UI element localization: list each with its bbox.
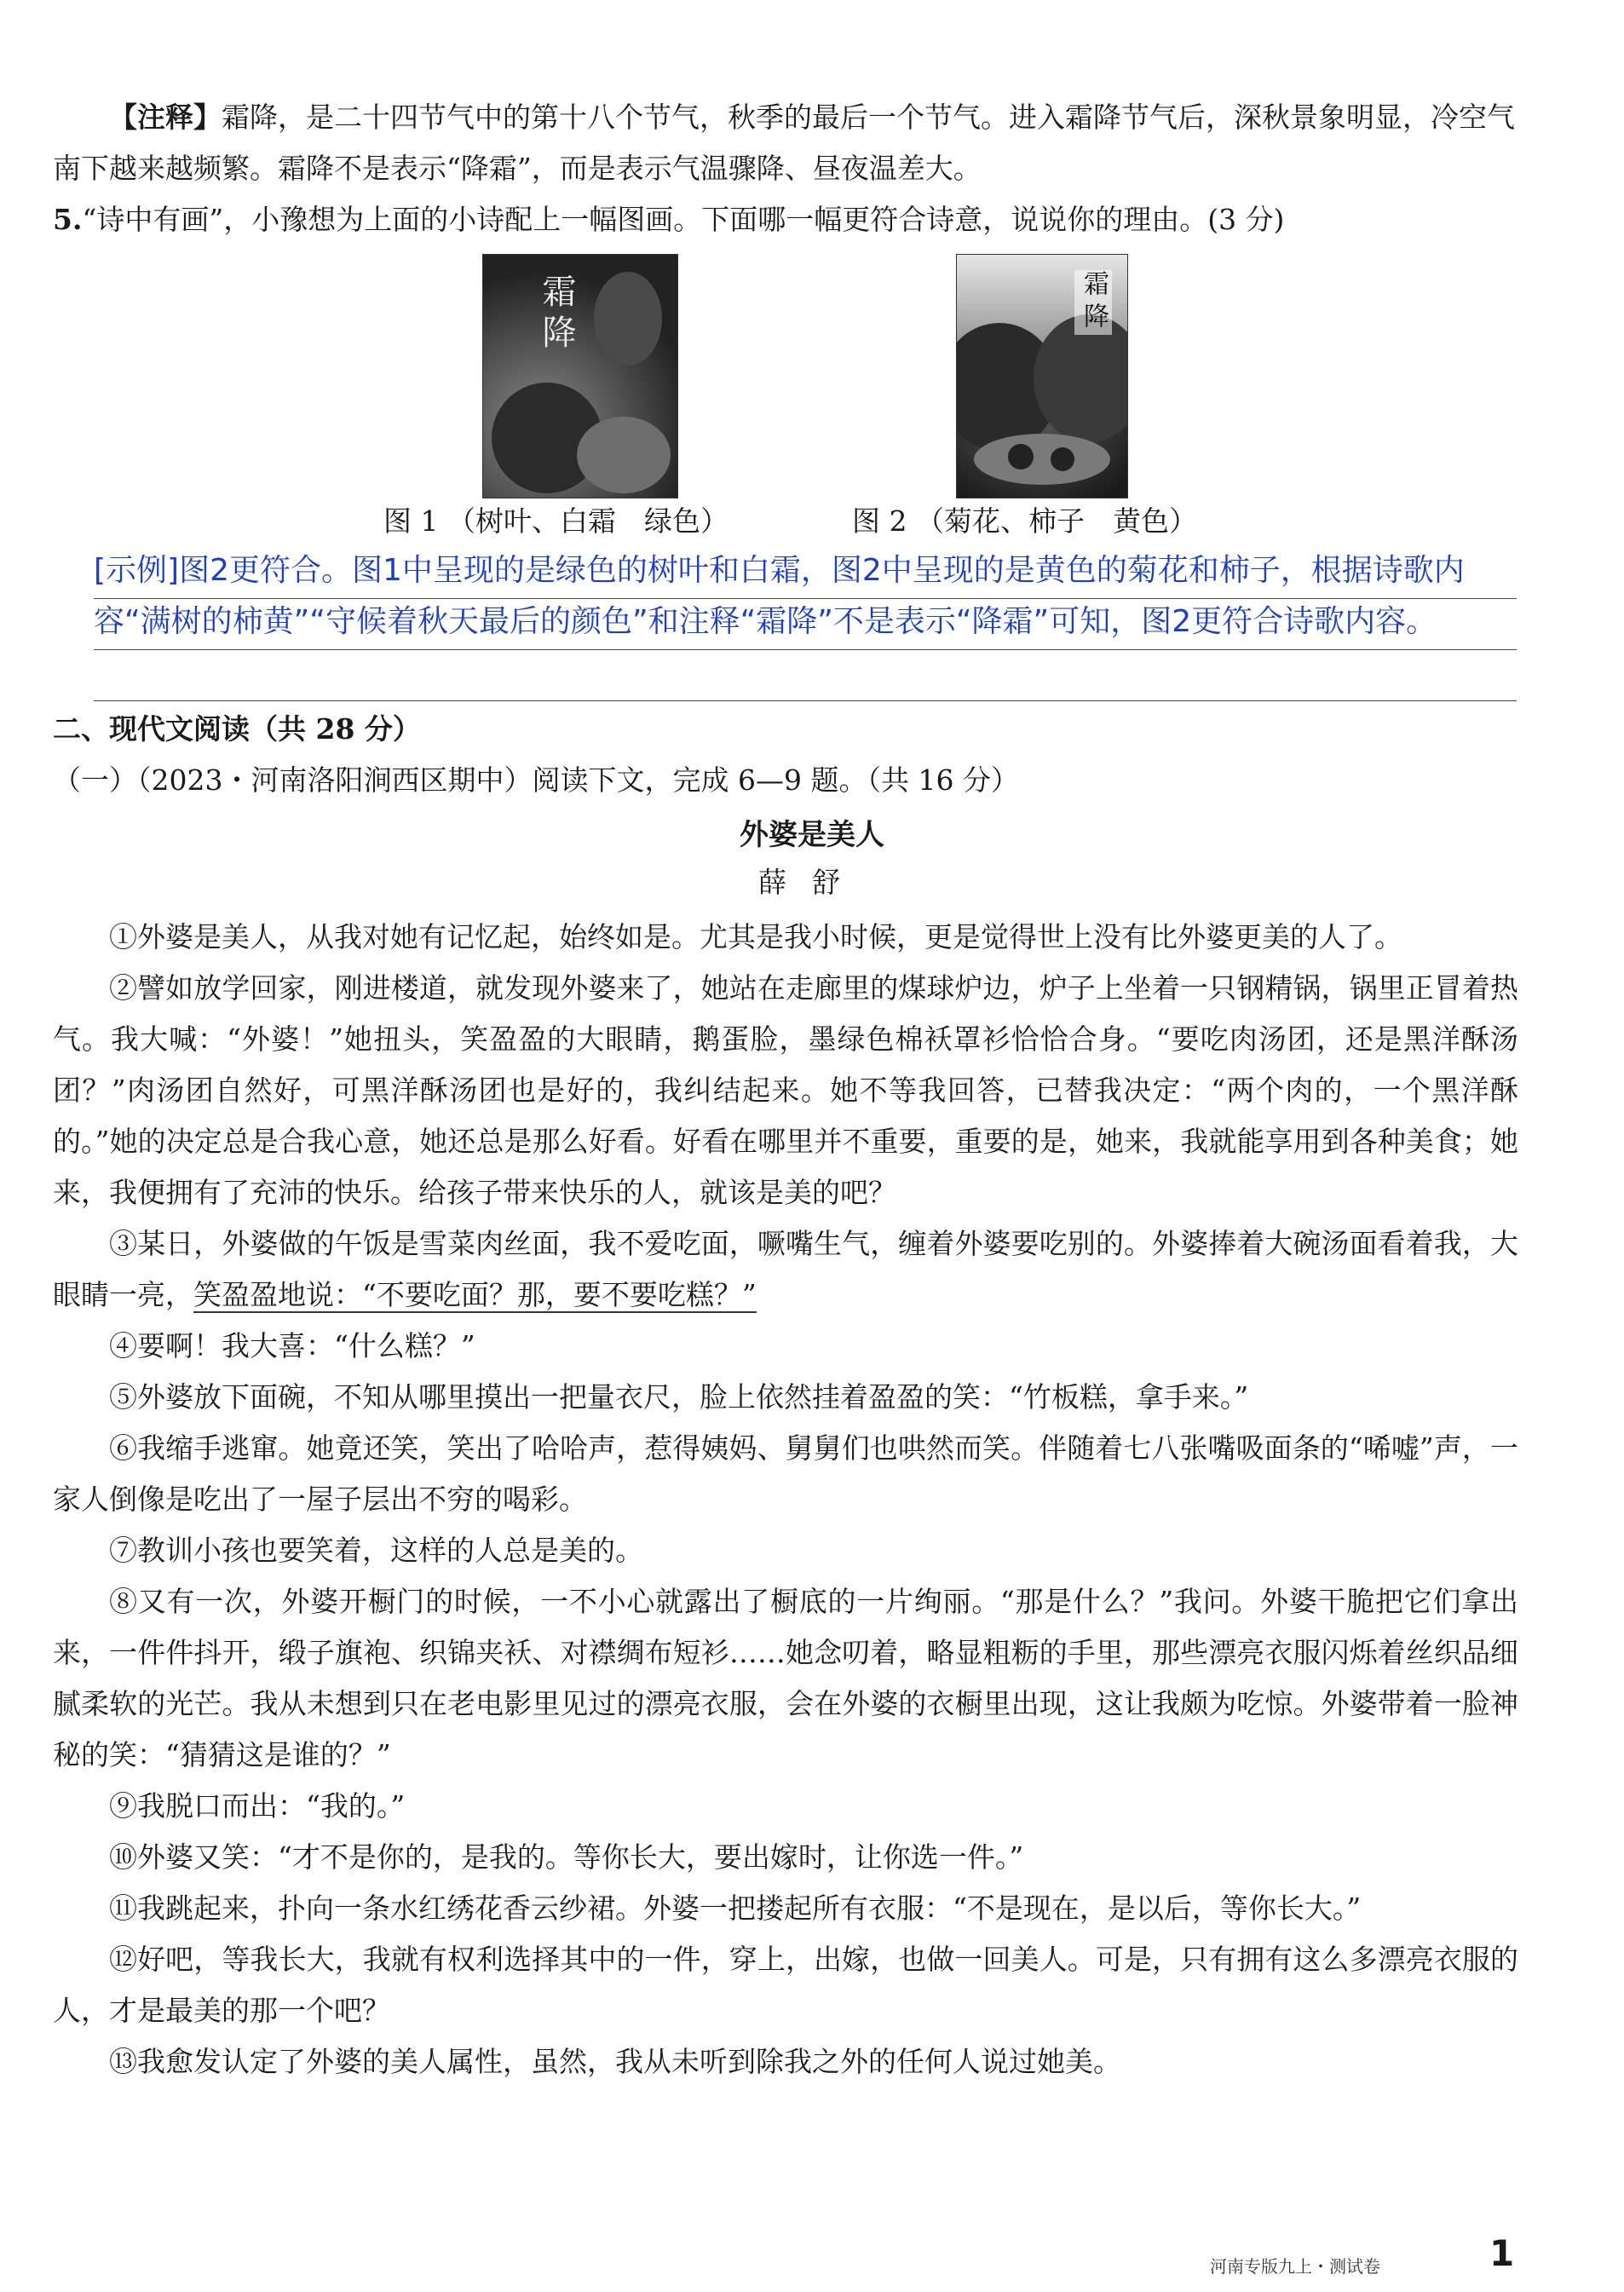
figure-2-image [956,254,1128,498]
paragraph-9: ⑨我脱口而出：“我的。” [109,1789,406,1823]
note-block [53,92,1518,194]
question-5 [53,194,1518,245]
persimmon-shape [1051,447,1074,471]
figure-1-caption: 图 1 （树叶、白霜 绿色） [383,504,728,538]
paragraph-5: ⑤外婆放下面碗，不知从哪里摸出一把量衣尺，脸上依然挂着盈盈的笑：“竹板糕，拿手来。” [109,1380,1249,1414]
figure-1-image [482,254,678,498]
persimmon-shape [1008,444,1034,469]
paragraph-4: ④要啊！我大喜：“什么糕？” [109,1329,475,1362]
leaf-shape [577,417,671,493]
article-title: 外婆是美人 [740,818,884,852]
note-paragraph [53,92,1518,194]
paragraph-10: ⑩外婆又笑：“才不是你的，是我的。等你长大，要出嫁时，让你选一件。” [109,1840,1024,1874]
page-number: 1 [1489,2232,1515,2274]
answer-text: [示例]图2更符合。图1中呈现的是绿色的树叶和白霜，图2中呈现的是黄色的菊花和柿子，根据诗歌内容“满树的柿黄”“守候着秋天最后的颜色”和注释“霜降”不是表示“降霜”可知，图2更符合诗歌内容。 [94,553,1465,639]
paragraph-6: ⑥我缩手逃窜。她竟还笑，笑出了哈哈声，惹得姨妈、舅舅们也哄然而笑。伴随着七八张嘴吸面条的“唏嘘”声，一家人倒像是吃出了一屋子层出不穷的喝彩。 [53,1431,1518,1516]
paragraph-13: ⑬我愈发认定了外婆的美人属性，虽然，我从未听到除我之外的任何人说过她美。 [109,2045,1121,2078]
note-label: 【注释】 [109,101,222,134]
paragraph-3-underlined: 笑盈盈地说：“不要吃面？那，要不要吃糕？” [193,1278,757,1311]
section-subtitle: （一）（2023・河南洛阳涧西区期中）阅读下文，完成 6—9 题。（共 16 分） [53,763,1019,797]
paragraph-3 [53,1218,1518,1321]
answer-line [94,700,1517,701]
question-text: “诗中有画”，小豫想为上面的小诗配上一幅图画。下面哪一幅更符合诗意，说说你的理由。(3 分) [82,203,1285,236]
paragraph-7: ⑦教训小孩也要笑着，这样的人总是美的。 [109,1534,643,1567]
article-author: 薛舒 [758,866,866,899]
note-text: 霜降，是二十四节气中的第十八个节气，秋季的最后一个节气。进入霜降节气后，深秋景象明显，冷空气南下越来越频繁。霜降不是表示“降霜”，而是表示气温骤降、昼夜温差大。 [53,101,1515,185]
section-title: 二、现代文阅读（共 28 分） [53,712,421,746]
paragraph-12: ⑫好吧，等我长大，我就有权利选择其中的一件，穿上，出嫁，也做一回美人。可是，只有拥有这么多漂亮衣服的人，才是最美的那一个吧？ [53,1943,1518,2027]
figure-2-title: 霜降 [1074,270,1112,335]
footer-label: 河南专版九上・测试卷 [1210,2256,1380,2277]
paragraph-1: ①外婆是美人，从我对她有记忆起，始终如是。尤其是我小时候，更是觉得世上没有比外婆更美的人了。 [109,920,1402,953]
paragraph-3-text: ③某日，外婆做的午饭是雪菜肉丝面，我不爱吃面，噘嘴生气，缠着外婆要吃别的。外婆捧着大碗汤面看着我，大眼睛一亮， [53,1227,1518,1311]
answer-line [94,649,1517,650]
answer-line [94,598,1517,599]
figure-1-title: 霜降 [537,274,576,355]
paragraph-8: ⑧又有一次，外婆开橱门的时候，一不小心就露出了橱底的一片绚丽。“那是什么？”我问。外婆干脆把它们拿出来，一件件抖开，缎子旗袍、织锦夹袄、对襟绸布短衫……她念叨着，略显粗粝的手里，那些漂亮衣服闪烁着丝织品细腻柔软的光芒。我从未想到只在老电影里见过的漂亮衣服，会在外婆的衣橱里出现，这让我颇为吃惊。外婆带着一脸神秘的笑：“猜猜这是谁的？” [53,1585,1518,1771]
figure-2-caption: 图 2 （菊花、柿子 黄色） [852,504,1197,538]
paragraph-2: ②譬如放学回家，刚进楼道，就发现外婆来了，她站在走廊里的煤球炉边，炉子上坐着一只钢精锅，锅里正冒着热气。我大喊：“外婆！”她扭头，笑盈盈的大眼睛，鹅蛋脸，墨绿色棉袄罩衫恰恰合身。“要吃肉汤团，还是黑洋酥汤团？”肉汤团自然好，可黑洋酥汤团也是好的，我纠结起来。她不等我回答，已替我决定：“两个肉的，一个黑洋酥的。”她的决定总是合我心意，她还总是那么好看。好看在哪里并不重要，重要的是，她来，我就能享用到各种美食；她来，我便拥有了充沛的快乐。给孩子带来快乐的人，就该是美的吧？ [53,971,1518,1209]
paragraph-11: ⑪我跳起来，扑向一条水红绣花香云纱裙。外婆一把搂起所有衣服：“不是现在，是以后，等你长大。” [109,1892,1362,1925]
bowl-shape [974,434,1110,485]
leaf-shape [594,272,662,366]
article-body [53,912,1518,2088]
question-number: 5. [53,203,83,236]
